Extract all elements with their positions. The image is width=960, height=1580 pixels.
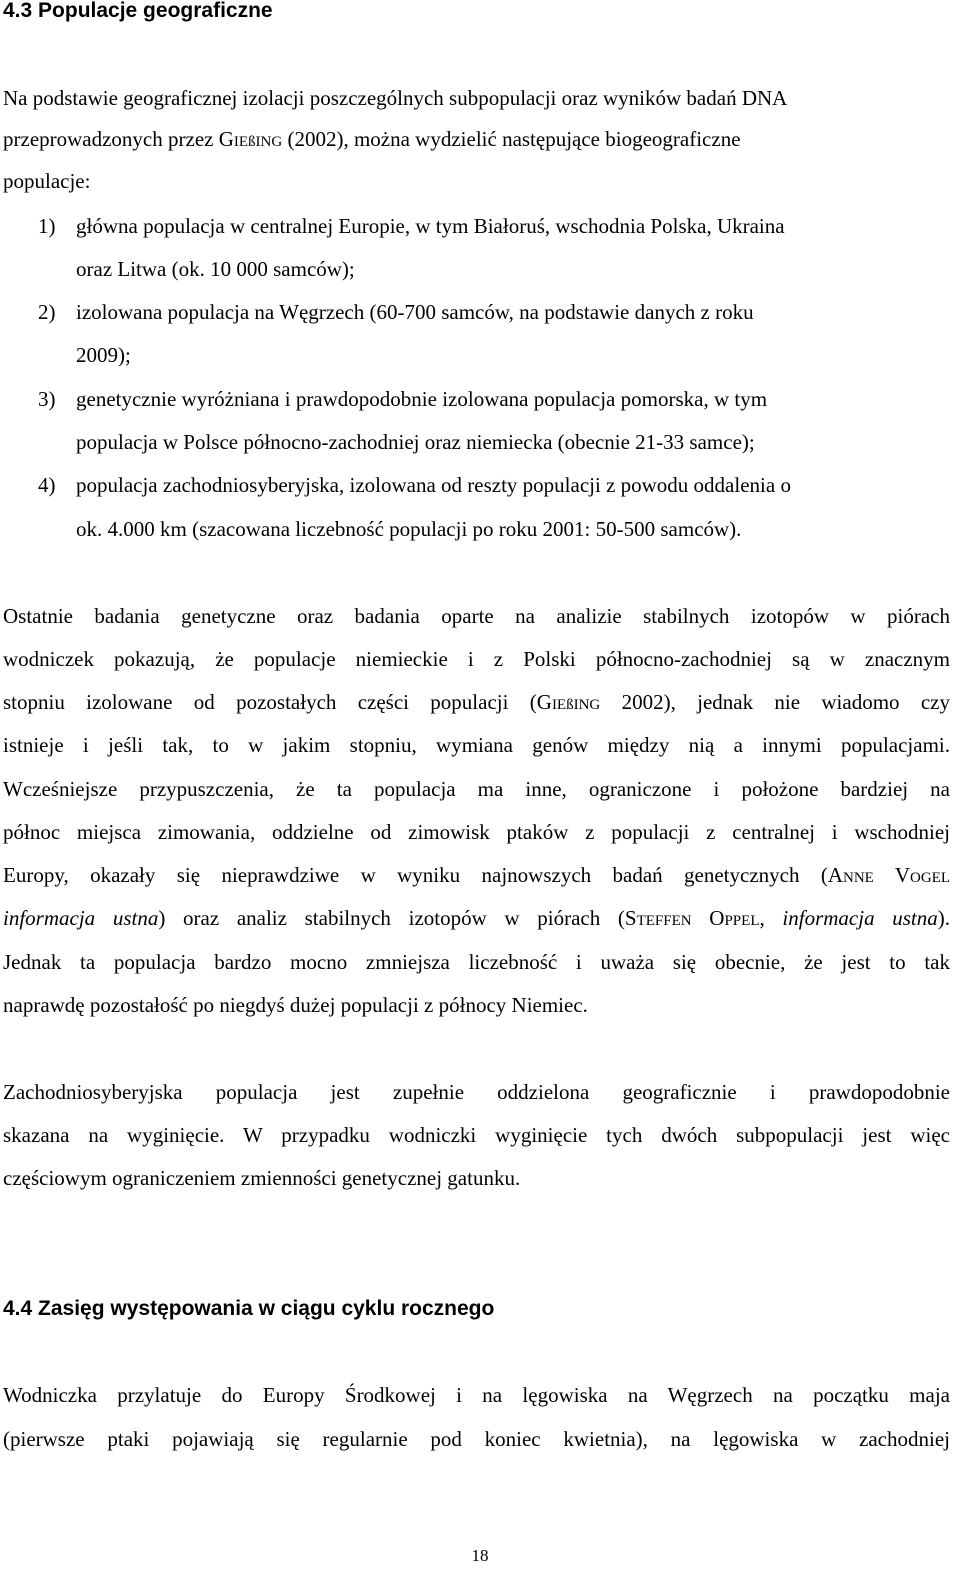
list-item-text: 2009);	[76, 343, 131, 367]
paragraph-line: Europy, okazały się nieprawdziwe w wyniku najnowszych badań genetycznych (ANNE VOGEL	[3, 863, 951, 887]
paragraph-line: północ miejsca zimowania, oddzielne od zimowisk ptaków z populacji z centralnej i wschodniej	[3, 820, 950, 844]
intro-line-2: przeprowadzonych przez GIEßING (2002), można wydzielić następujące biogeograficzne	[3, 127, 741, 151]
list-item-text: populacja zachodniosyberyjska, izolowana od reszty populacji z powodu oddalenia o	[76, 473, 791, 497]
list-item-text: główna populacja w centralnej Europie, w tym Białoruś, wschodnia Polska, Ukraina	[76, 214, 785, 238]
section-heading-4-4: 4.4 Zasięg występowania w ciągu cyklu rocznego	[3, 1297, 495, 1320]
page-number: 18	[471, 1546, 489, 1565]
list-item-number: 4)	[38, 473, 56, 497]
section-heading-4-3: 4.3 Populacje geograficzne	[3, 0, 273, 22]
paragraph-line: skazana na wyginięcie. W przypadku wodniczki wyginięcie tych dwóch subpopulacji jest więc	[3, 1123, 950, 1147]
paragraph-line: Jednak ta populacja bardzo mocno zmniejsza liczebność i uważa się obecnie, że jest to tak	[3, 950, 950, 974]
paragraph-line: Ostatnie badania genetyczne oraz badania oparte na analizie stabilnych izotopów w piórach	[3, 604, 950, 628]
list-item-number: 1)	[38, 214, 56, 238]
list-item-text: izolowana populacja na Węgrzech (60-700 samców, na podstawie danych z roku	[76, 300, 754, 324]
list-item-number: 3)	[38, 387, 56, 411]
list-item-text: ok. 4.000 km (szacowana liczebność populacji po roku 2001: 50-500 samców).	[76, 517, 742, 541]
paragraph-line: częściowym ograniczeniem zmienności genetycznej gatunku.	[3, 1166, 521, 1190]
list-item-text: oraz Litwa (ok. 10 000 samców);	[76, 257, 355, 281]
paragraph-line: wodniczek pokazują, że populacje niemieckie i z Polski północno-zachodniej są w znacznym	[3, 647, 950, 671]
paragraph-line: Wcześniejsze przypuszczenia, że ta populacja ma inne, ograniczone i położone bardziej na	[3, 777, 950, 801]
paragraph-line: informacja ustna) oraz analiz stabilnych izotopów w piórach (STEFFEN OPPEL, informacja ustna).	[3, 906, 950, 930]
list-item-text: genetycznie wyróżniana i prawdopodobnie izolowana populacja pomorska, w tym	[76, 387, 768, 411]
paragraph-line: Zachodniosyberyjska populacja jest zupełnie oddzielona geograficznie i prawdopodobnie	[3, 1080, 950, 1104]
paragraph-line: (pierwsze ptaki pojawiają się regularnie pod koniec kwietnia), na lęgowiska w zachodniej	[3, 1427, 950, 1451]
paragraph-line: naprawdę pozostałość po niegdyś dużej populacji z północy Niemiec.	[3, 993, 588, 1017]
list-item-number: 2)	[38, 300, 56, 324]
paragraph-line: stopniu izolowane od pozostałych części populacji (GIEßING 2002), jednak nie wiadomo czy	[3, 690, 951, 714]
paragraph-line: Wodniczka przylatuje do Europy Środkowej i na lęgowiska na Węgrzech na początku maja	[3, 1383, 950, 1407]
list-item-text: populacja w Polsce północno-zachodniej oraz niemiecka (obecnie 21-33 samce);	[76, 430, 755, 454]
intro-line-1: Na podstawie geograficznej izolacji poszczególnych subpopulacji oraz wyników badań DNA	[3, 86, 788, 110]
paragraph-line: istnieje i jeśli tak, to w jakim stopniu, wymiana genów między nią a innymi populacjami.	[3, 733, 950, 757]
intro-line-3: populacje:	[3, 169, 91, 193]
